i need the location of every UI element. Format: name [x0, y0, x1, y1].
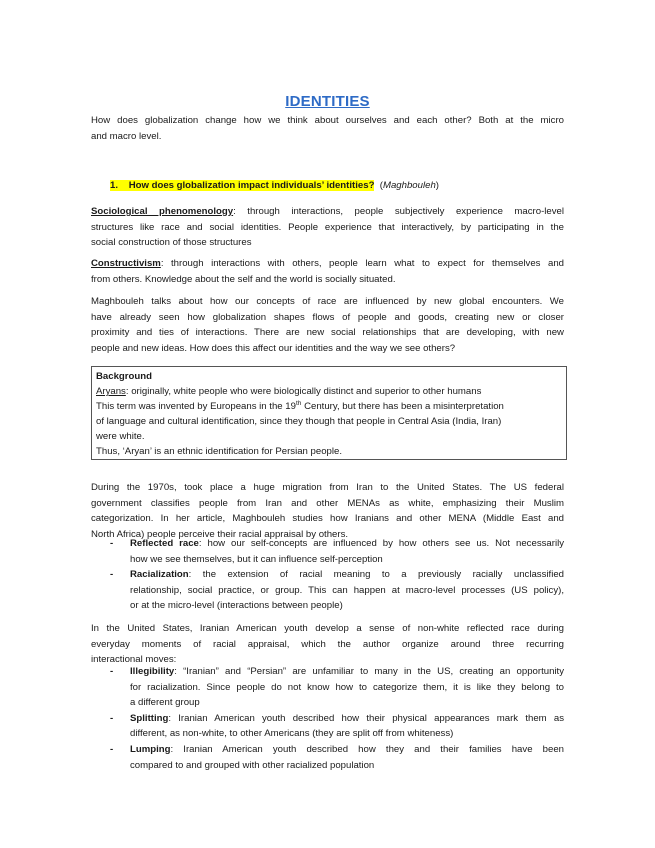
migration-line: categorization. In her article, Maghbouleh studies how Iranians and other MENA (Middle East and — [91, 513, 564, 525]
sociological-paragraph — [91, 204, 564, 251]
list-item — [110, 664, 564, 711]
maghbouleh-paragraph — [91, 294, 564, 356]
list-item — [110, 567, 564, 614]
list-line: a different group — [130, 697, 200, 709]
list-line: relationship, social practice, or group. This can happen at macro-level processes (US policy), — [130, 584, 564, 596]
list-line: : Iranian American youth described how their physical appearances mark them as — [168, 712, 564, 724]
background-line: Century, but there has been a misinterpretation — [301, 401, 504, 412]
question-text: How does globalization impact individuals’ identities? — [128, 180, 375, 191]
interactional-moves-list — [110, 664, 564, 773]
list-line: how we see themselves, but it can influence self-perception — [130, 553, 383, 565]
youth-line: interactional moves: — [91, 654, 177, 666]
list-term: Splitting — [130, 712, 169, 724]
youth-line: everyday moments of racial appraisal, which the author organize around three recurring — [91, 638, 564, 650]
list-term: Lumping — [130, 743, 171, 755]
list-dash: - — [110, 743, 114, 755]
maghbouleh-line: people and new ideas. How does this affect our identities and the way we see others? — [91, 342, 456, 354]
aryans-definition: : originally, white people who were biologically distinct and superior to other humans — [125, 386, 482, 397]
list-line: or at the micro-level (interactions between people) — [130, 600, 343, 612]
list-dash: - — [110, 712, 114, 724]
constructivism-line: from others. Knowledge about the self and the world is socially situated. — [91, 273, 396, 285]
list-term: Reflected race — [130, 538, 199, 549]
question-author: Maghbouleh — [382, 180, 436, 191]
question-number: 1. — [110, 180, 119, 191]
list-item — [110, 711, 564, 742]
question-heading: 1. How does globalization impact individuals’ identities? (Maghbouleh) — [110, 180, 439, 191]
constructivism-paragraph — [91, 256, 564, 287]
aryans-term: Aryans — [96, 386, 126, 397]
migration-line: North Africa) people perceive their racial appraisal by others. — [91, 528, 349, 540]
maghbouleh-line: proximity and ties of interactions. There are new social relationships that are developing, with new — [91, 327, 564, 339]
list-line: different, as non-white, to other Americans (they are split off from whiteness) — [130, 728, 454, 740]
youth-paragraph — [91, 621, 564, 668]
list-dash: - — [110, 569, 114, 581]
concepts-list — [110, 536, 564, 614]
background-heading: Background — [96, 371, 152, 382]
maghbouleh-line: have already seen how globalization shapes flows of people and goods, creating new or closer — [91, 311, 564, 323]
list-term: Illegibility — [130, 666, 175, 677]
constructivism-line: : through interactions with others, people learn what to expect for themselves and — [160, 258, 564, 269]
background-line: of language and cultural identification, since they though that people in Central Asia (India, Iran) — [96, 416, 502, 427]
background-line: were white. — [96, 431, 145, 442]
background-box — [91, 366, 567, 460]
constructivism-term: Constructivism — [91, 258, 161, 269]
list-item — [110, 536, 564, 567]
background-line: This term was invented by Europeans in the 19 — [96, 401, 296, 412]
intro-line: How does globalization change how we think about ourselves and each other? Both at the micro — [91, 115, 564, 126]
migration-paragraph — [91, 480, 564, 542]
youth-line: In the United States, Iranian American youth develop a sense of non-white reflected race during — [91, 623, 564, 634]
migration-line: During the 1970s, took place a huge migration from Iran to the United States. The US federal — [91, 482, 564, 493]
sociological-line: social construction of those structures — [91, 237, 252, 249]
list-line: compared to and grouped with other racialized population — [130, 759, 375, 771]
superscript: th — [295, 399, 302, 407]
migration-line: government classifies people from Iran and other MENAs as white, emphasizing their Muslim — [91, 497, 564, 509]
page-title: IDENTITIES — [285, 93, 370, 110]
sociological-term: Sociological phenomenology — [91, 206, 234, 217]
sociological-line: : through interactions, people subjectively experience macro-level — [233, 206, 564, 217]
list-dash: - — [110, 538, 114, 549]
background-line: Thus, ‘Aryan’ is an ethnic identification for Persian people. — [96, 446, 343, 457]
sociological-line: structures like race and social identities. People experience that interactively, by participating in the — [91, 221, 564, 233]
list-line: : “Iranian” and “Persian” are unfamiliar to many in the US, creating an opportunity — [174, 666, 564, 677]
list-line: : the extension of racial meaning to a previously racially unclassified — [188, 569, 564, 581]
maghbouleh-line: Maghbouleh talks about how our concepts of race are influenced by new global encounters. We — [91, 296, 564, 307]
intro-line: and macro level. — [91, 130, 162, 142]
list-line: : how our self-concepts are influenced by how others see us. Not necessarily — [198, 538, 564, 549]
list-line: for racialization. Since people do not know how to categorize them, it is like they belong to — [130, 681, 564, 693]
list-line: : Iranian American youth described how they and their families have been — [170, 743, 564, 755]
list-term: Racialization — [130, 569, 189, 581]
intro-paragraph — [91, 113, 564, 144]
list-item — [110, 742, 564, 773]
list-dash: - — [110, 666, 114, 677]
